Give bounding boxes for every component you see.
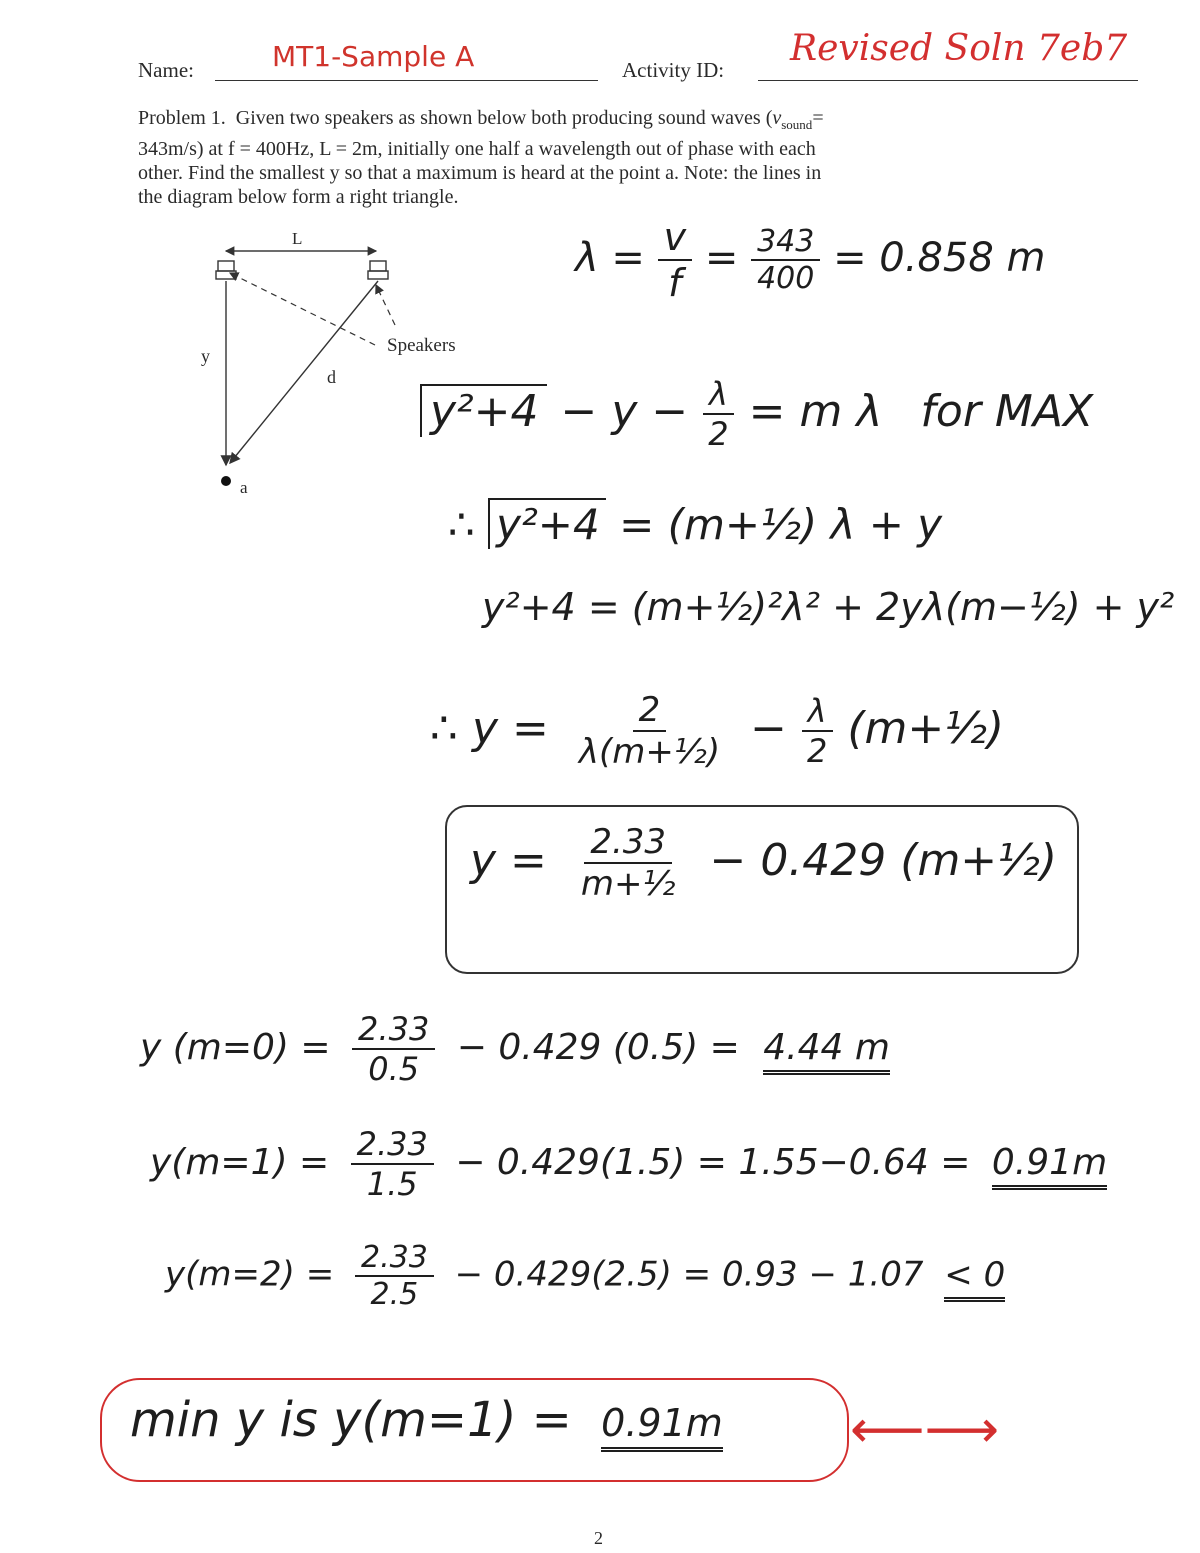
- boxed-fraction: $\frac{2.33}{\text{m+½}}$: [580, 822, 676, 904]
- dashed-pointer-right: [376, 285, 395, 325]
- boxed-lhs: y =: [470, 835, 547, 886]
- m2-result: < 0: [944, 1255, 1005, 1302]
- step-3: [430, 690, 1004, 772]
- double-arrow-icon: ⟵⟶: [850, 1400, 1000, 1460]
- step-1: [448, 500, 942, 549]
- y-m0-line: [140, 1010, 890, 1088]
- step1-rhs: = (m+½) λ + y: [619, 500, 943, 549]
- lambda-numeric-fraction: $\frac{343}{400}$: [751, 224, 820, 296]
- lambda-lhs: λ =: [575, 235, 645, 281]
- m0-mid: − 0.429 (0.5) =: [456, 1027, 740, 1068]
- label-d: d: [327, 367, 336, 387]
- dashed-pointer-left: [230, 273, 375, 345]
- m1-result: 0.91m: [992, 1142, 1107, 1190]
- m0-lhs: y (m=0) =: [140, 1027, 331, 1068]
- problem-line-3: other. Find the smallest y so that a maximum is heard at the point a. Note: the lines in: [138, 162, 822, 184]
- y-m1-line: [150, 1125, 1107, 1203]
- boxed-tail: − 0.429 (m+½): [709, 835, 1057, 886]
- lambda-result: = 0.858 m: [833, 235, 1046, 281]
- max-half-lambda: $\frac{\lambda}{2}$: [702, 375, 734, 453]
- lambda-eq: =: [704, 235, 739, 281]
- max-rest: − y −: [560, 386, 689, 437]
- problem-line-1b: =: [812, 107, 824, 129]
- m2-fraction: $\frac{2.33}{2.5}$: [355, 1240, 434, 1312]
- v-sub: sound: [781, 117, 813, 132]
- v-symbol: v: [772, 107, 782, 129]
- activity-underline: [758, 80, 1138, 81]
- max-sqrt: y²+4: [420, 384, 547, 437]
- step3-fraction: $\frac{2}{\text{λ(m+½)}}$: [578, 690, 721, 772]
- max-rhs: = m λ: [748, 386, 883, 437]
- final-text: min y is y(m=1) =: [130, 1392, 572, 1448]
- name-value: MT1-Sample A: [272, 40, 475, 73]
- boxed-result: [470, 822, 1057, 904]
- label-l: L: [292, 229, 303, 248]
- point-a: [221, 476, 231, 486]
- step1-sqrt: y²+4: [488, 498, 606, 549]
- m0-fraction: $\frac{2.33}{0.5}$: [352, 1010, 435, 1088]
- left-speaker-icon: [216, 261, 236, 279]
- final-answer: [130, 1392, 723, 1448]
- speaker-diagram: [190, 225, 480, 500]
- m0-result: 4.44 m: [763, 1027, 890, 1075]
- max-condition: [420, 375, 1093, 453]
- m2-lhs: y(m=2) =: [165, 1254, 335, 1295]
- label-speakers: Speakers: [387, 335, 456, 356]
- step3-half-lambda: $\frac{\lambda}{2}$: [801, 692, 833, 770]
- final-result: 0.91m: [601, 1401, 723, 1452]
- problem-line-2: 343m/s) at f = 400Hz, L = 2m, initially one half a wavelength out of phase with each: [138, 138, 816, 160]
- activity-label: Activity ID:: [622, 58, 725, 82]
- step3-tail: (m+½): [847, 703, 1005, 754]
- m1-mid: − 0.429(1.5) = 1.55−0.64 =: [455, 1142, 971, 1183]
- problem-line-1a: Given two speakers as shown below both producing sound waves (: [235, 107, 773, 129]
- m1-lhs: y(m=1) =: [150, 1142, 330, 1183]
- page-number: 2: [594, 1528, 603, 1548]
- lambda-equation: [575, 215, 1045, 305]
- max-note: for MAX: [920, 386, 1094, 437]
- step-2: y²+4 = (m+½)²λ² + 2yλ(m−½) + y²: [482, 585, 1175, 629]
- step3-minus: −: [750, 703, 787, 754]
- name-label: Name:: [138, 58, 194, 82]
- right-speaker-icon: [368, 261, 388, 279]
- y-m2-line: [165, 1240, 1005, 1312]
- activity-value: Revised Soln 7eb7: [790, 28, 1128, 69]
- step3-prefix: ∴ y =: [430, 703, 549, 754]
- problem-line-4: the diagram below form a right triangle.: [138, 186, 459, 208]
- m2-mid: − 0.429(2.5) = 0.93 − 1.07: [454, 1254, 924, 1295]
- problem-line-1: [138, 106, 1058, 137]
- step1-prefix: ∴: [448, 500, 475, 549]
- label-y: y: [201, 346, 210, 366]
- problem-title: Problem 1.: [138, 107, 226, 129]
- label-a: a: [240, 478, 248, 497]
- m1-fraction: $\frac{2.33}{1.5}$: [351, 1125, 434, 1203]
- problem-text: [138, 106, 1058, 209]
- name-underline: [215, 80, 598, 81]
- lambda-v-over-f: $\frac{v}{f}$: [658, 215, 693, 305]
- d-line: [230, 281, 378, 463]
